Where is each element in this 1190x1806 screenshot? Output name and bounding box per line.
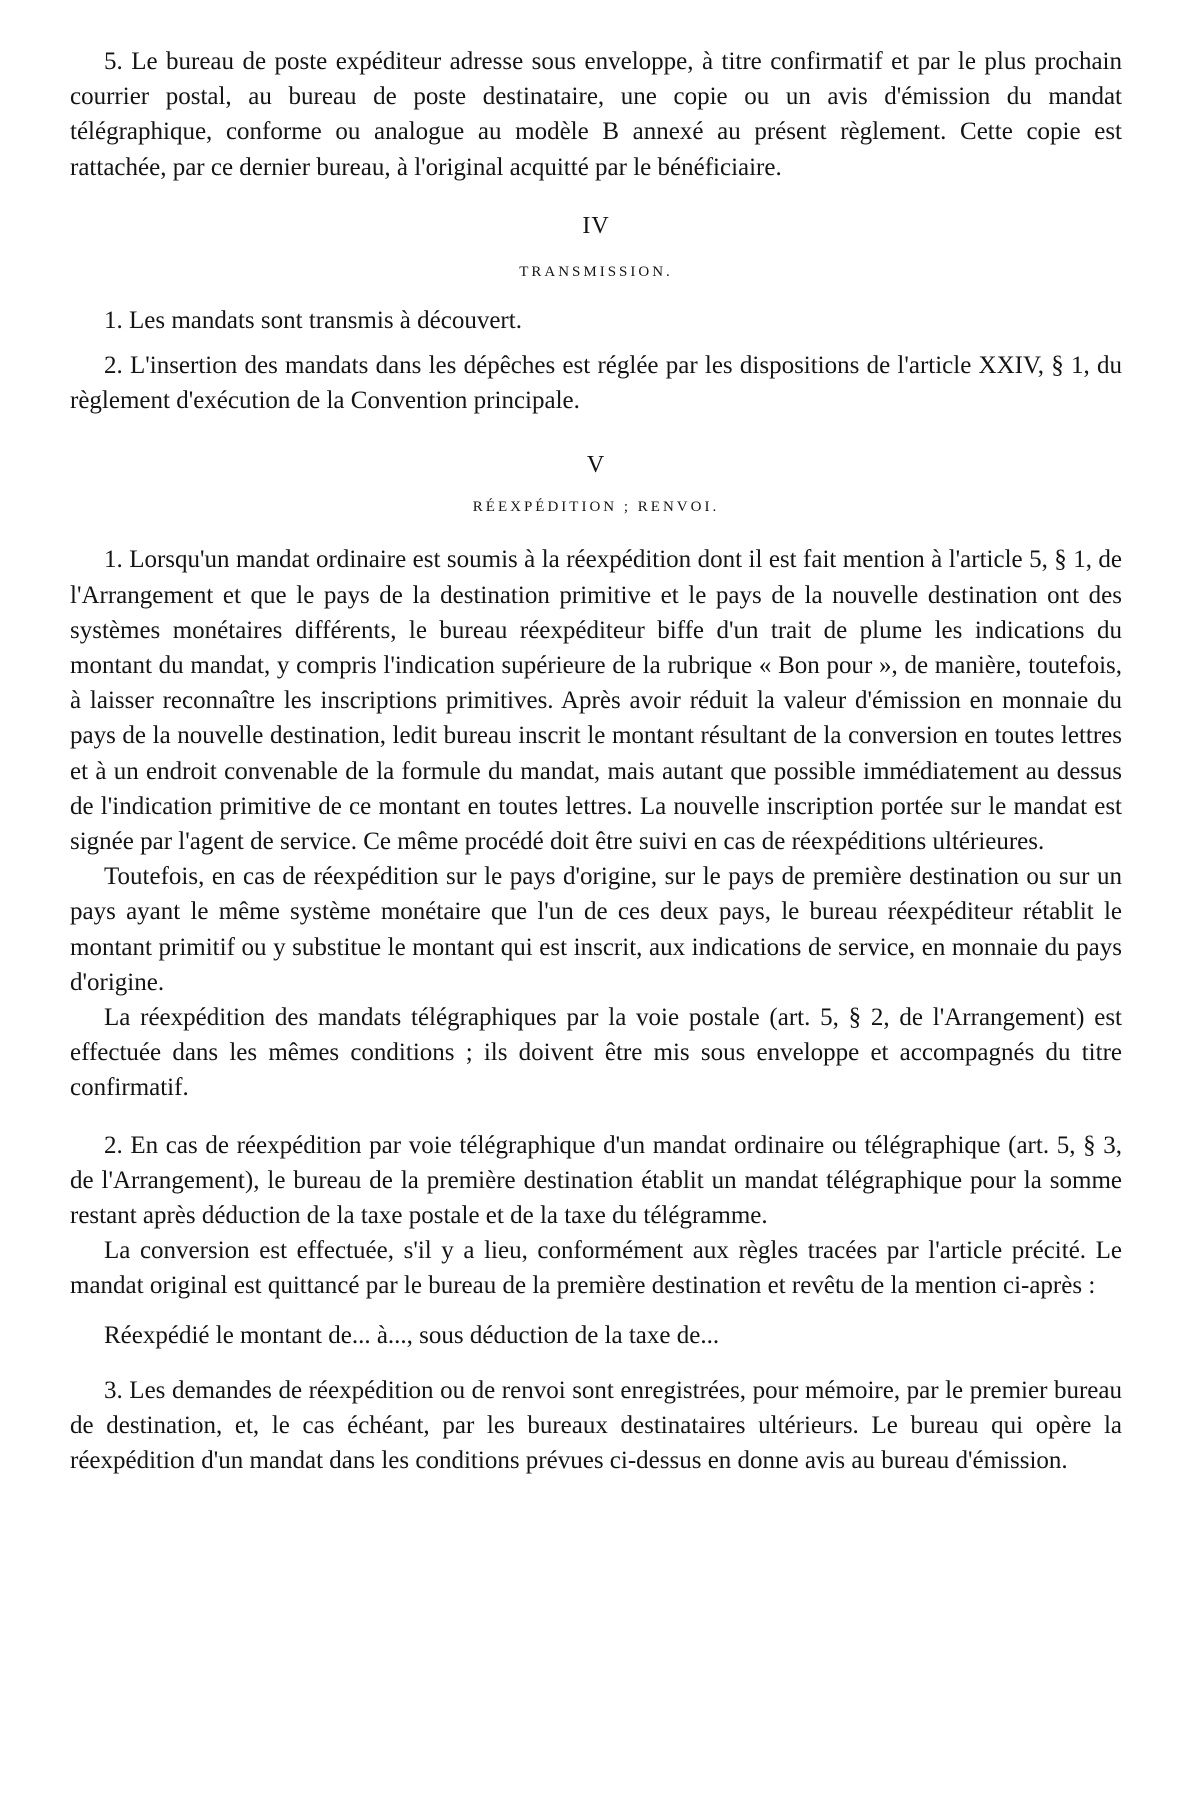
paragraph-reexpedition-2: 2. En cas de réexpédition par voie télégraphique d'un mandat ordinaire ou télégraphique (art. 5, § 3, de l'Arrangement), le bureau de la première destination établit un mandat télégraphique pour la somme restant après déduction de la taxe postale et de la taxe du télégramme. [70, 1131, 1122, 1230]
text-column [70, 44, 1122, 1479]
paragraph-reexpedition-1: 1. Lorsqu'un mandat ordinaire est soumis à la réexpédition dont il est fait mention à l'article 5, § 1, de l'Arrangement et que le pays de la destination primitive et le pays de la nouvelle destination ont des systèmes monétaires différents, le bureau réexpéditeur biffe d'un trait de plume les indications du montant du mandat, y compris l'indication supérieure de la rubrique « Bon pour », de manière, toutefois, à laisser reconnaître les inscriptions primitives. Après avoir réduit la valeur d'émission en monnaie du pays de la nouvelle destination, ledit bureau inscrit le montant résultant de la conversion en toutes lettres et à un endroit convenable de la formule du mandat, mais autant que possible immédiatement au dessus de l'indication primitive de ce montant en toutes lettres. La nouvelle inscription portée sur le mandat est signée par l'agent de service. Ce même procédé doit être suivi en cas de réexpéditions ultérieures. [70, 546, 1122, 856]
paragraph-reexpedition-3: 3. Les demandes de réexpédition ou de renvoi sont enregistrées, pour mémoire, par le premier bureau de destination, et, le cas échéant, par les bureaux destinataires ultérieurs. Le bureau qui opère la réexpédition d'un mandat dans les conditions prévues ci-dessus en donne avis au bureau d'émission. [70, 1376, 1122, 1475]
reexpedition-formula: Réexpédié le montant de... à..., sous déduction de la taxe de... [104, 1321, 720, 1349]
paragraph-reexpedition-2-second: La conversion est effectuée, s'il y a lieu, conformément aux règles tracées par l'article précité. Le mandat original est quittancé par le bureau de la première destination et revêtu de la mention ci-après : [70, 1237, 1122, 1300]
section-number-iv: IV [582, 212, 610, 239]
section-title-reexpedition: RÉEXPÉDITION ; RENVOI. [472, 499, 720, 516]
paragraph-transmission-1: 1. Les mandats sont transmis à découvert. [104, 306, 522, 334]
paragraph-transmission-2: 2. L'insertion des mandats dans les dépêches est réglée par les dispositions de l'article XXIV, § 1, du règlement d'exécution de la Convention principale. [70, 352, 1122, 415]
paragraph-reexpedition-1-third: La réexpédition des mandats télégraphiques par la voie postale (art. 5, § 2, de l'Arrangement) est effectuée dans les mêmes conditions ; ils doivent être mis sous enveloppe et accompagnés du titre confirmatif. [70, 1004, 1122, 1102]
section-number-v: V [586, 452, 606, 479]
paragraph-5-confirmatory-copy: 5. Le bureau de poste expéditeur adresse sous enveloppe, à titre confirmatif et par le plus prochain courrier postal, au bureau de poste destinataire, une copie ou un avis d'émission du mandat télégraphique, conforme ou analogue au modèle B annexé au présent règlement. Cette copie est rattachée, par ce dernier bureau, à l'original acquitté par le bénéficiaire. [70, 48, 1122, 181]
paragraph-reexpedition-1-second: Toutefois, en cas de réexpédition sur le pays d'origine, sur le pays de première destination ou sur un pays ayant le même système monétaire que l'un de ces deux pays, le bureau réexpéditeur rétablit le montant primitif ou y substitue le montant qui est inscrit, aux indications de service, en monnaie du pays d'origine. [70, 863, 1122, 996]
section-title-transmission: TRANSMISSION. [519, 263, 673, 280]
